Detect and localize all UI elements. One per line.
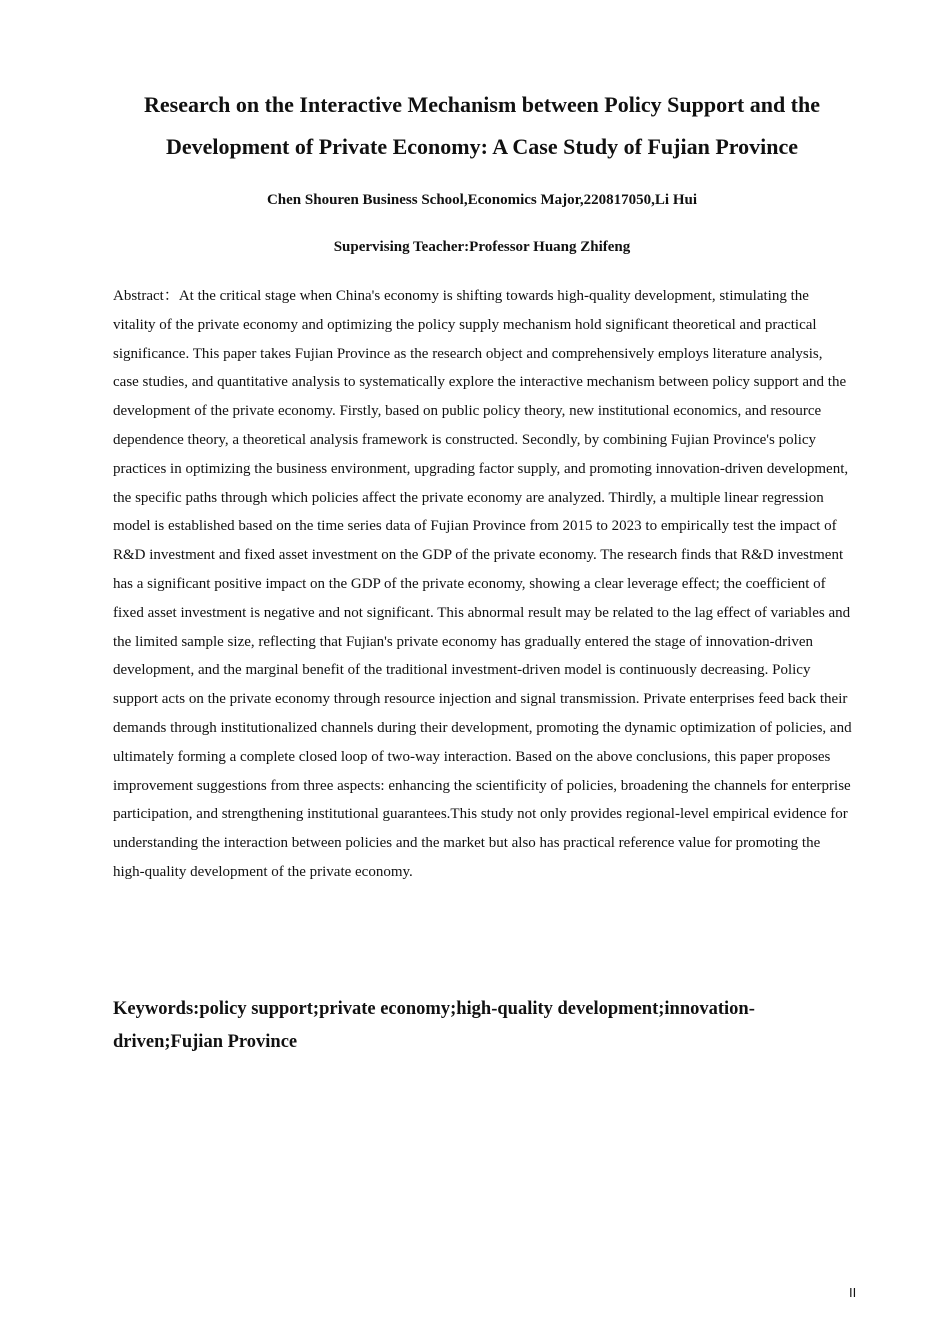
supervisor-line: Supervising Teacher:Professor Huang Zhifeng — [333, 239, 631, 255]
paper-title: Research on the Interactive Mechanism between Policy Support and the Development of Private Economy: A Case Study of Fujian Province — [143, 92, 821, 159]
abstract-label: Abstract： — [113, 288, 179, 304]
abstract-paragraph — [113, 282, 852, 887]
keywords-paragraph — [113, 993, 813, 1058]
keywords-text: policy support;private economy;high-quality development;innovation-driven;Fujian Province — [113, 999, 755, 1052]
page-number: II — [849, 1285, 857, 1300]
abstract-text: At the critical stage when China's economy is shifting towards high-quality development, stimulating the vitality of the private economy and optimizing the policy supply mechanism hold significant theoretical and practical significance. This paper takes Fujian Province as the research object and comprehensively employs literature analysis, case studies, and quantitative analysis to systematically explore the interactive mechanism between policy support and the development of the private economy. Firstly, based on public policy theory, new institutional economics, and resource dependence theory, a theoretical analysis framework is constructed. Secondly, by combining Fujian Province's policy practices in optimizing the business environment, upgrading factor supply, and promoting innovation-driven development, the specific paths through which policies affect the private economy are analyzed. Thirdly, a multiple linear regression model is established based on the time series data of Fujian Province from 2015 to 2023 to empirically test the impact of R&D investment and fixed asset investment on the GDP of the private economy. The research finds that R&D investment has a significant positive impact on the GDP of the private economy, showing a clear leverage effect; the coefficient of fixed asset investment is negative and not significant. This abnormal result may be related to the lag effect of variables and the limited sample size, reflecting that Fujian's private economy has gradually entered the stage of innovation-driven development, and the marginal benefit of the traditional investment-driven model is continuously decreasing. Policy support acts on the private economy through resource injection and signal transmission. Private enterprises feed back their demands through institutionalized channels during their development, promoting the dynamic optimization of policies, and ultimately forming a complete closed loop of two-way interaction. Based on the above conclusions, this paper proposes improvement suggestions from three aspects: enhancing the scientificity of policies, broadening the channels for enterprise participation, and strengthening institutional guarantees.This study not only provides regional-level empirical evidence for understanding the interaction between policies and the market but also has practical reference value for promoting the high-quality development of the private economy. — [113, 288, 852, 880]
keywords-label: Keywords: — [113, 999, 200, 1019]
author-line: Chen Shouren Business School,Economics Major,220817050,Li Hui — [266, 192, 698, 208]
